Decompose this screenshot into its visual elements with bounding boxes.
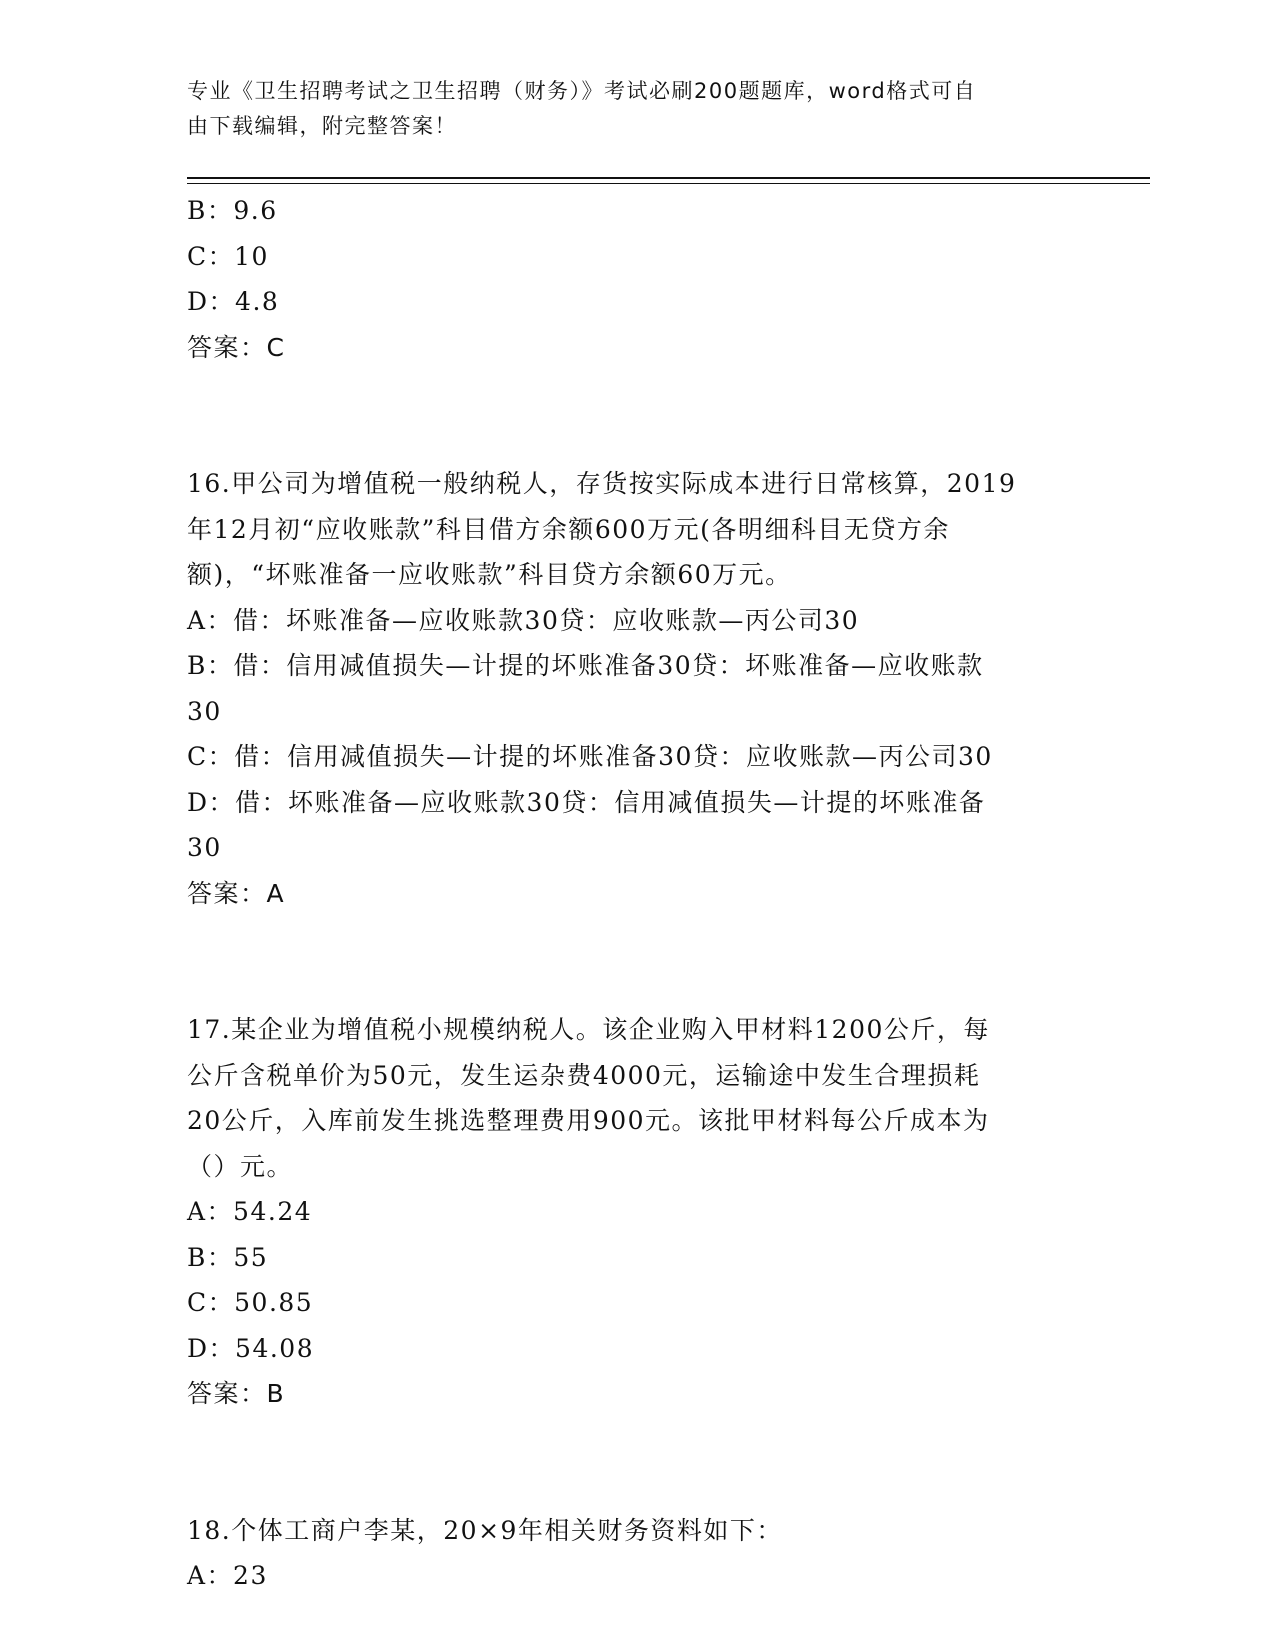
option-d-continued: 30 bbox=[187, 833, 222, 862]
answer: 答案：B bbox=[187, 1379, 286, 1408]
question-content bbox=[187, 188, 1087, 1599]
question-stem-line: 17.某企业为增值税小规模纳税人。该企业购入甲材料1200公斤，每 bbox=[187, 1015, 990, 1044]
option-b-continued: 30 bbox=[187, 696, 222, 726]
option-d: D：借：坏账准备—应收账款30贷：信用减值损失—计提的坏账准备 bbox=[187, 787, 986, 817]
question-stem-line: 18.个体工商户李某，20×9年相关财务资料如下： bbox=[187, 1515, 783, 1545]
header-divider-thick bbox=[187, 177, 1150, 179]
question-stem-line: 年12月初“应收账款”科目借方余额600万元(各明细科目无贷方余 bbox=[187, 514, 950, 544]
option-c: C：借：信用减值损失—计提的坏账准备30贷：应收账款—丙公司30 bbox=[187, 742, 993, 771]
question-stem-line: （）元。 bbox=[187, 1151, 294, 1181]
option-d: D：54.08 bbox=[187, 1333, 315, 1363]
option-a: A：54.24 bbox=[187, 1197, 313, 1226]
header-line-1: 专业《卫生招聘考试之卫生招聘（财务）》考试必刷200题题库，word格式可自 bbox=[187, 79, 977, 103]
option-b: B：55 bbox=[187, 1242, 269, 1272]
question-stem-line: 20公斤，入库前发生挑选整理费用900元。该批甲材料每公斤成本为 bbox=[187, 1106, 990, 1135]
option-a: A：23 bbox=[187, 1561, 268, 1590]
question-16 bbox=[187, 461, 1087, 916]
question-stem-line: 额)，“坏账准备一应收账款”科目贷方余额60万元。 bbox=[187, 560, 792, 589]
header-line-2: 由下载编辑，附完整答案！ bbox=[187, 114, 457, 138]
question-stem-line: 16.甲公司为增值税一般纳税人，存货按实际成本进行日常核算，2019 bbox=[187, 469, 1017, 498]
option-a: A：借：坏账准备—应收账款30贷：应收账款—丙公司30 bbox=[187, 605, 860, 635]
document-header bbox=[187, 74, 1067, 144]
question-18 bbox=[187, 1508, 1087, 1599]
option-b: B：9.6 bbox=[187, 196, 278, 225]
header-divider-thin bbox=[187, 183, 1150, 184]
question-stem-line: 公斤含税单价为50元，发生运杂费4000元，运输途中发生合理损耗 bbox=[187, 1060, 981, 1090]
question-15 bbox=[187, 188, 1087, 370]
question-17 bbox=[187, 1007, 1087, 1417]
option-c: C：10 bbox=[187, 241, 269, 271]
answer: 答案：A bbox=[187, 878, 286, 908]
answer: 答案：C bbox=[187, 332, 286, 362]
option-b: B：借：信用减值损失—计提的坏账准备30贷：坏账准备—应收账款 bbox=[187, 651, 984, 680]
option-d: D：4.8 bbox=[187, 287, 280, 316]
option-c: C：50.85 bbox=[187, 1288, 314, 1317]
